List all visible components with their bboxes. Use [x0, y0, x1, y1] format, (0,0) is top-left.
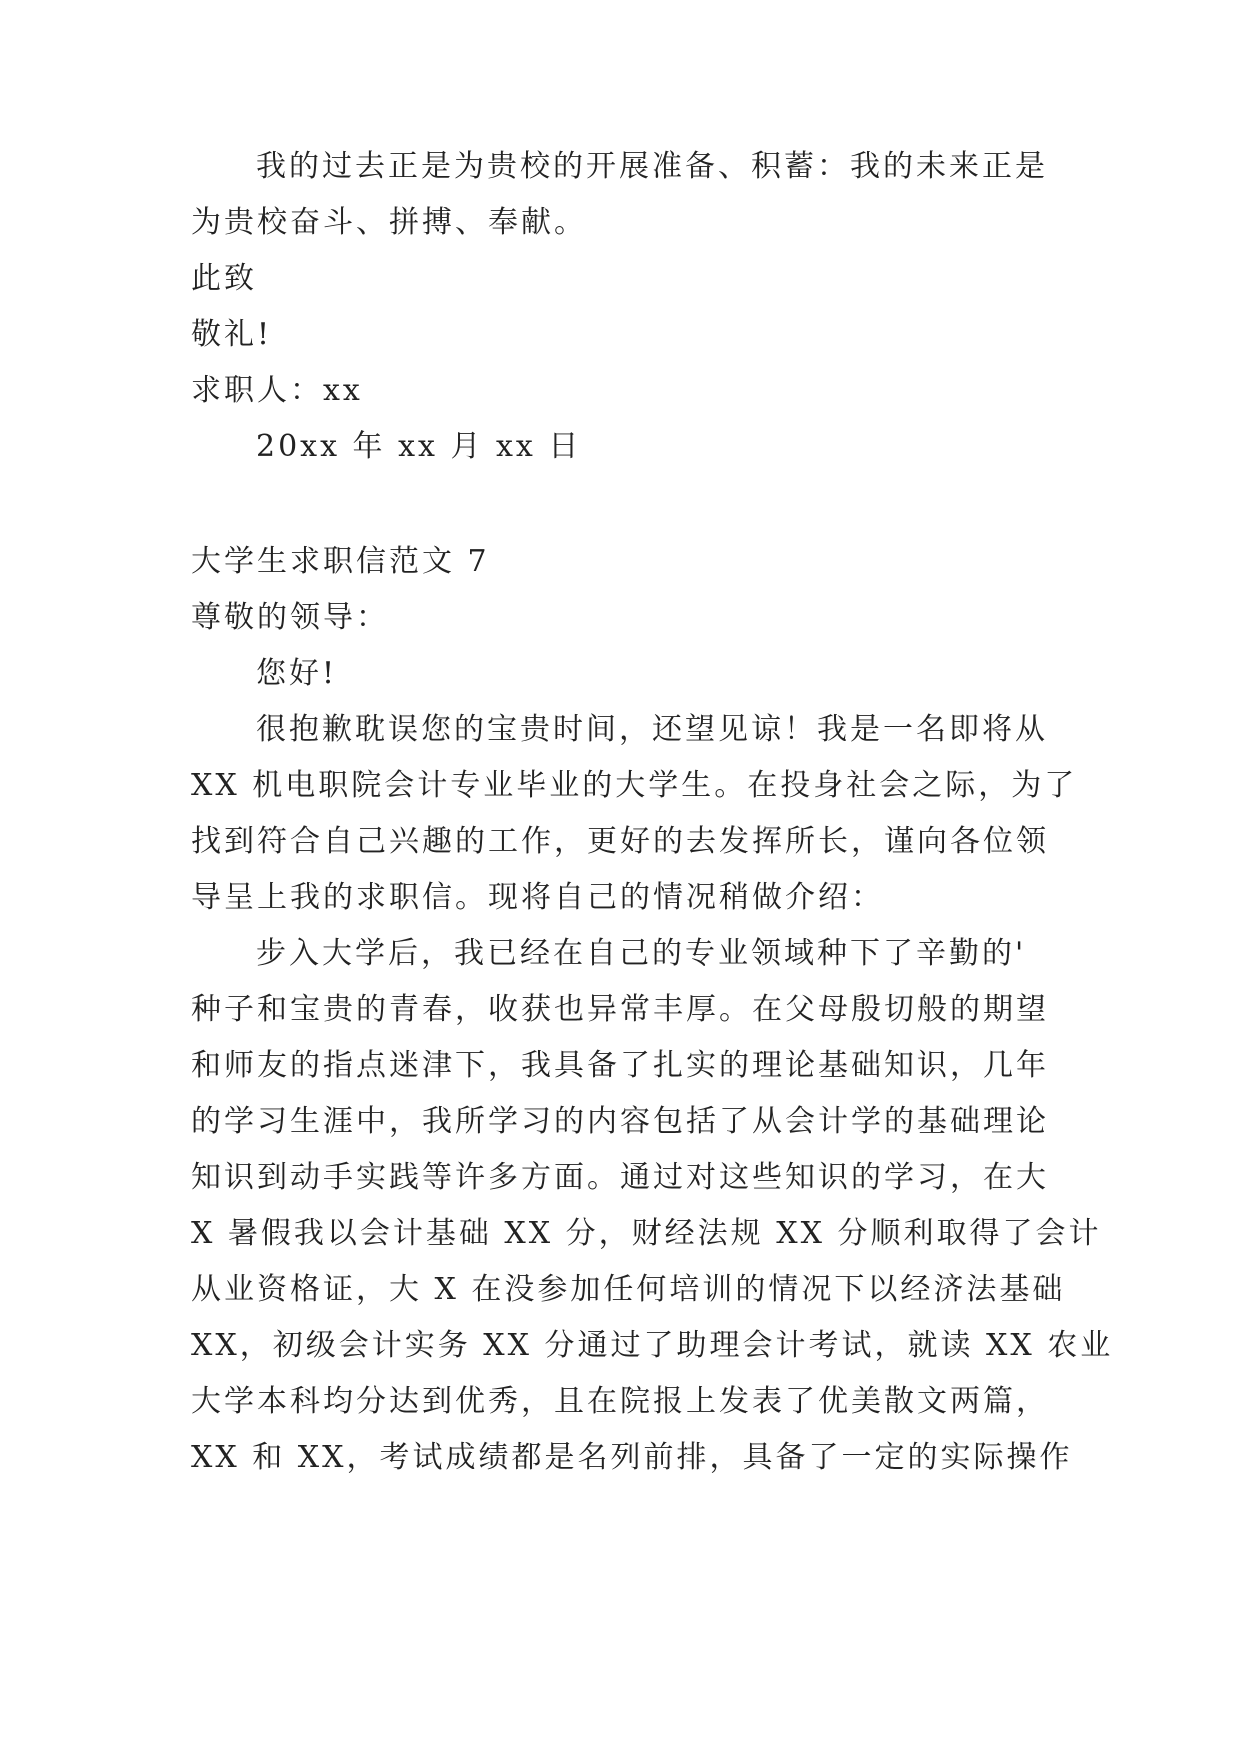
paragraph-line: 很抱歉耽误您的宝贵时间，还望见谅！我是一名即将从	[256, 712, 1048, 747]
paragraph-line: 的学习生涯中，我所学习的内容包括了从会计学的基础理论	[191, 1104, 1049, 1139]
greeting: 尊敬的领导：	[191, 600, 389, 635]
paragraph-line: 和师友的指点迷津下，我具备了扎实的理论基础知识，几年	[191, 1048, 1049, 1083]
paragraph-line: 为贵校奋斗、拼搏、奉献。	[191, 205, 587, 240]
paragraph-line: 种子和宝贵的青春，收获也异常丰厚。在父母殷切般的期望	[191, 992, 1049, 1027]
paragraph-line: X 暑假我以会计基础 XX 分，财经法规 XX 分顺利取得了会计	[191, 1216, 1102, 1251]
paragraph-line: 知识到动手实践等许多方面。通过对这些知识的学习，在大	[191, 1160, 1049, 1195]
paragraph-line: 大学本科均分达到优秀，且在院报上发表了优美散文两篇，	[191, 1384, 1049, 1419]
section-title: 大学生求职信范文 7	[191, 544, 490, 579]
paragraph-line: 从业资格证，大 X 在没参加任何培训的情况下以经济法基础	[191, 1272, 1066, 1307]
signature-date: 20xx 年 xx 月 xx 日	[256, 429, 582, 464]
paragraph-line: XX 和 XX，考试成绩都是名列前排，具备了一定的实际操作	[191, 1440, 1073, 1475]
paragraph-line: 导呈上我的求职信。现将自己的情况稍做介绍：	[191, 880, 884, 915]
signature-name: 求职人：xx	[191, 373, 363, 408]
closing-salutation: 敬礼!	[191, 317, 273, 352]
paragraph-line: 我的过去正是为贵校的开展准备、积蓄：我的未来正是	[256, 149, 1048, 184]
greeting: 您好!	[256, 656, 338, 691]
paragraph-line: XX 机电职院会计专业毕业的大学生。在投身社会之际，为了	[191, 768, 1078, 803]
paragraph-line: 步入大学后，我已经在自己的专业领域种下了辛勤的'	[256, 936, 1027, 971]
closing-salutation: 此致	[191, 261, 257, 296]
paragraph-line: 找到符合自己兴趣的工作，更好的去发挥所长，谨向各位领	[191, 824, 1049, 859]
paragraph-line: XX，初级会计实务 XX 分通过了助理会计考试，就读 XX 农业	[191, 1328, 1114, 1363]
